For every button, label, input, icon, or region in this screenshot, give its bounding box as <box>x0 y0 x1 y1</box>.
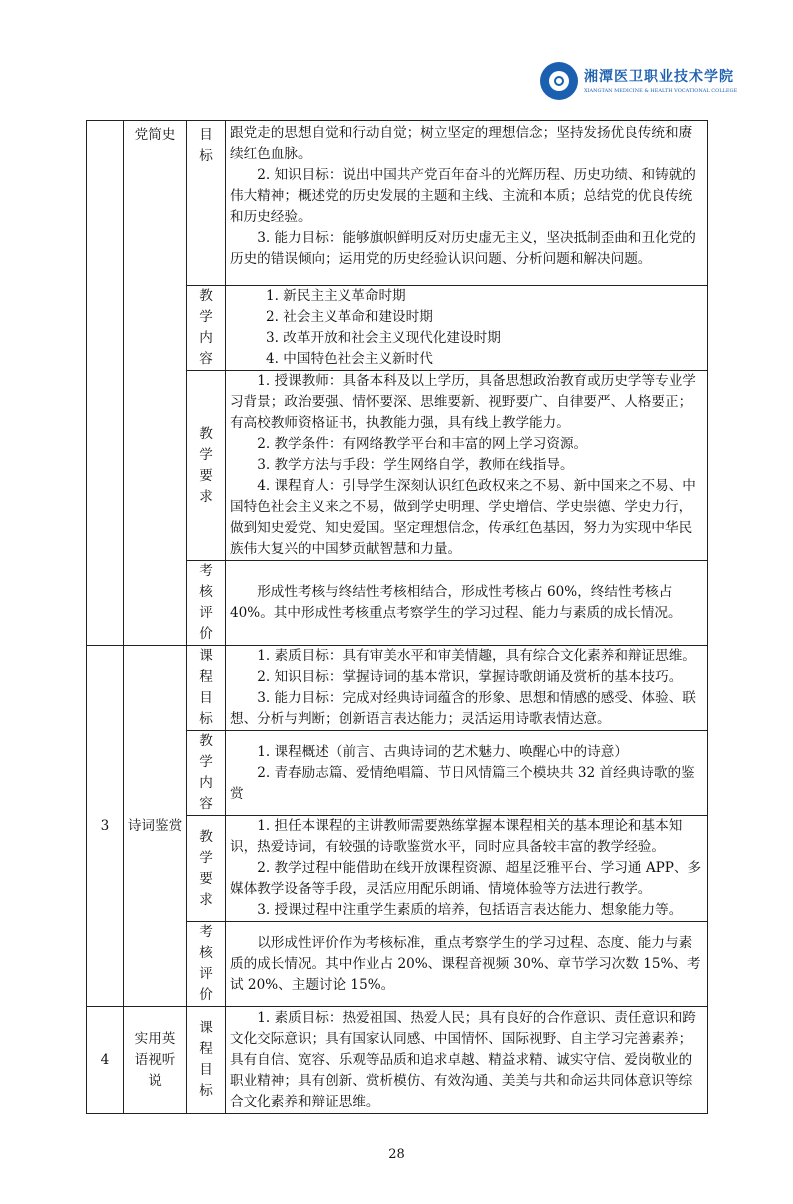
paragraph: 1. 课程概述（前言、古典诗词的艺术魅力、唤醒心中的诗意） <box>257 743 628 760</box>
logo-english-name: XIANGTAN MEDICINE & HEALTH VOCATIONAL COLLEGE <box>584 87 738 94</box>
list-item: 1. 新民主主义革命时期 <box>266 288 406 304</box>
paragraph: 1. 担任本课程的主讲教师需要熟练掌握本课程相关的基本理论和基本知识，热爱诗词，有较强的诗歌鉴赏水平，同时应具备较丰富的教学经验。 <box>230 818 683 855</box>
paragraph: 3. 教学方法与手段：学生网络自学，教师在线指导。 <box>257 457 574 473</box>
college-seal-icon <box>540 62 578 100</box>
category-label: 课程目标 <box>187 646 226 731</box>
paragraph: 1. 素质目标：具有审美水平和审美情趣，具有综合文化素养和辩证思维。 <box>257 648 696 664</box>
paragraph: 以形成性评价作为考核标准，重点考察学生的学习过程、态度、能力与素质的成长情况。其中作业占 20%、课程音视频 30%、章节学习次数 15%、考试 20%、主题讨论 15%。 <box>230 934 701 993</box>
list-item: 3. 改革开放和社会主义现代化建设时期 <box>266 330 501 346</box>
category-content <box>226 286 708 371</box>
paragraph: 2. 教学过程中能借助在线开放课程资源、超星泛雅平台、学习通 APP、多媒体教学设备等手段，灵活应用配乐朗诵、情境体验等方法进行教学。 <box>230 860 702 897</box>
course-name: 党简史 <box>124 121 187 646</box>
list-item: 2. 社会主义革命和建设时期 <box>266 309 433 325</box>
category-label: 目标 <box>187 121 226 286</box>
course-name: 实用英语视听说 <box>124 1007 187 1114</box>
category-content <box>226 561 708 646</box>
paragraph: 1. 授课教师：具备本科及以上学历，具备思想政治教育或历史学等专业学习背景；政治要强、情怀要深、思维要新、视野要广、自律要严、人格要正；有高校教师资格证书，执教能力强，具有线上教学能力。 <box>230 373 696 431</box>
category-label: 教学内容 <box>187 731 226 816</box>
paragraph: 3. 能力目标：能够旗帜鲜明反对历史虚无主义，坚决抵制歪曲和丑化党的历史的错误倾向；运用党的历史经验认识问题、分析问题和解决问题。 <box>230 230 696 267</box>
category-content <box>226 121 708 286</box>
category-content <box>226 646 708 731</box>
category-label: 教学要求 <box>187 371 226 561</box>
category-label: 考核评价 <box>187 561 226 646</box>
course-name: 诗词鉴赏 <box>124 646 187 1007</box>
logo-chinese-name: 湘潭医卫职业技术学院 <box>584 68 734 85</box>
paragraph: 跟党走的思想自觉和行动自觉；树立坚定的理想信念；坚持发扬优良传统和赓续红色血脉。 <box>230 125 693 162</box>
category-label: 考核评价 <box>187 922 226 1007</box>
category-label: 教学要求 <box>187 816 226 922</box>
course-table <box>86 120 708 1114</box>
table-row <box>87 646 708 731</box>
paragraph: 1. 素质目标：热爱祖国、热爱人民；具有良好的合作意识、责任意识和跨文化交际意识；具有国家认同感、中国情怀、国际视野、自主学习完善素养；具有自信、宽容、乐观等品质和追求卓越、精益求精、诚实守信、爱岗敬业的职业精神；具有创新、赏析模仿、有效沟通、美美与共和命运共同体意识等综合文化素养和辩证思维。 <box>230 1009 696 1110</box>
category-content <box>226 731 708 816</box>
college-logo <box>540 56 740 106</box>
category-content <box>226 922 708 1007</box>
paragraph: 2. 青春励志篇、爱情绝唱篇、节日风情篇三个模块共 32 首经典诗歌的鉴赏 <box>230 764 695 802</box>
paragraph: 4. 课程育人：引导学生深刻认识红色政权来之不易、新中国来之不易、中国特色社会主义来之不易，做到学史明理、学史增信、学史崇德、学史力行，做到知史爱党、知史爱国。坚定理想信念，传承红色基因，努力为实现中华民族伟大复兴的中国梦贡献智慧和力量。 <box>230 478 696 557</box>
course-number: 4 <box>87 1007 124 1114</box>
paragraph: 3. 授课过程中注重学生素质的培养，包括语言表达能力、想象能力等。 <box>257 902 683 918</box>
category-content <box>226 816 708 922</box>
paragraph: 2. 知识目标：说出中国共产党百年奋斗的光辉历程、历史功绩、和铸就的伟大精神；概述党的历史发展的主题和主线、主流和本质；总结党的优良传统和历史经验。 <box>230 167 696 225</box>
category-content <box>226 371 708 561</box>
paragraph: 3. 能力目标：完成对经典诗词蕴含的形象、思想和情感的感受、体验、联想、分析与判断；创新语言表达能力；灵活运用诗歌表情达意。 <box>230 690 696 727</box>
paragraph: 2. 知识目标：掌握诗词的基本常识，掌握诗歌朗诵及赏析的基本技巧。 <box>257 669 683 685</box>
course-number <box>87 121 124 646</box>
category-label: 课程目标 <box>187 1007 226 1114</box>
category-content <box>226 1007 708 1114</box>
paragraph: 2. 教学条件：有网络教学平台和丰富的网上学习资源。 <box>257 436 588 452</box>
page-number: 28 <box>388 1147 405 1162</box>
course-number: 3 <box>87 646 124 1007</box>
table-row <box>87 121 708 286</box>
paragraph: 形成性考核与终结性考核相结合，形成性考核占 60%，终结性考核占 40%。其中形成性考核重点考察学生的学习过程、能力与素质的成长情况。 <box>230 584 682 621</box>
category-label: 教学内容 <box>187 286 226 371</box>
table-row <box>87 1007 708 1114</box>
list-item: 4. 中国特色社会主义新时代 <box>266 351 433 367</box>
